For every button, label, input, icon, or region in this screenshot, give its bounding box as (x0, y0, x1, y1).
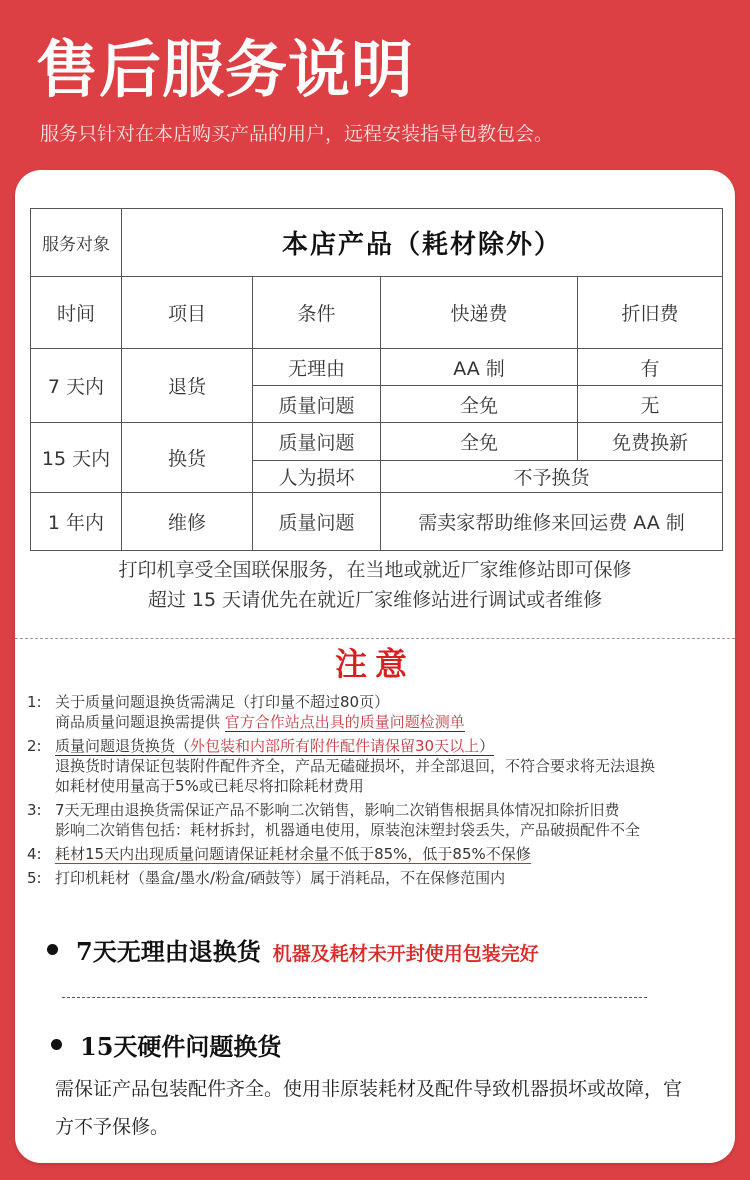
warranty-info-line: 打印机享受全国联保服务，在当地或就近厂家维修站即可保修 (118, 559, 632, 581)
notice-text: 质量问题退货换货（ (55, 737, 191, 755)
footer-paragraph: 需保证产品包装配件齐全。使用非原装耗材及配件导致机器损坏或故障，官方不予保修。 (55, 1078, 683, 1138)
bullet-dot-icon (47, 944, 58, 955)
notice-line: 7天无理由退换货需保证产品不影响二次销售，影响二次销售根据具体情况扣除折旧费 (55, 801, 620, 819)
warranty-info-line: 超过 15 天请优先在就近厂家维修站进行调试或者维修 (147, 589, 603, 611)
notice-line: 退换货时请保证包装附件配件齐全，产品无磕碰损坏，并全部退回，不符合要求将无法退换 (55, 757, 656, 775)
cell-depreciation: 免费换新 (578, 423, 723, 461)
service-target-value: 本店产品（耗材除外） (122, 209, 723, 277)
notice-line: 关于质量问题退换货需满足（打印量不超过80页） (55, 693, 390, 711)
cell-depreciation: 有 (578, 349, 723, 386)
notice-line (55, 712, 729, 732)
content-card (15, 170, 735, 1163)
notice-number: 2: (27, 737, 42, 755)
cell-merged: 需卖家帮助维修来回运费 AA 制 (381, 493, 723, 551)
cell-shipping: 全免 (381, 386, 578, 423)
table-row (31, 493, 723, 551)
cell-time: 7 天内 (31, 349, 122, 423)
bullet-title: 15天硬件问题换货 (80, 1032, 282, 1061)
header-condition: 条件 (253, 277, 381, 349)
policy-bullet-7day (47, 932, 539, 967)
page-title: 售后服务说明 (36, 33, 415, 106)
notice-text: ） (479, 737, 495, 755)
cell-condition: 质量问题 (253, 386, 381, 423)
cell-time: 1 年内 (31, 493, 122, 551)
cell-shipping: AA 制 (381, 349, 578, 386)
notice-item (23, 844, 729, 864)
notice-number: 3: (27, 801, 42, 819)
cell-item: 退货 (122, 349, 253, 423)
header-item: 项目 (122, 277, 253, 349)
table-row (31, 423, 723, 461)
notice-number: 1: (27, 693, 42, 711)
bullet-title: 7天无理由退换货 (76, 937, 261, 966)
notice-underlined-segment (55, 737, 494, 756)
page-subtitle: 服务只针对在本店购买产品的用户，远程安装指导包教包会。 (40, 123, 554, 145)
cell-merged: 不予换货 (381, 461, 723, 493)
header-shipping: 快递费 (381, 277, 578, 349)
notice-item (23, 868, 729, 888)
notice-highlight: 官方合作站点出具的质量问题检测单 (224, 713, 465, 731)
service-policy-table (30, 208, 723, 551)
notice-item (23, 736, 729, 796)
notice-list (23, 692, 729, 892)
notice-line: 打印机耗材（墨盒/墨水/粉盒/硒鼓等）属于消耗品，不在保修范围内 (55, 869, 506, 887)
cell-time: 15 天内 (31, 423, 122, 493)
cell-depreciation: 无 (578, 386, 723, 423)
notice-line (55, 736, 729, 756)
notice-line: 如耗材使用量高于5%或已耗尽将扣除耗材费用 (55, 777, 364, 795)
header-depreciation: 折旧费 (578, 277, 723, 349)
header-time: 时间 (31, 277, 122, 349)
cell-item: 换货 (122, 423, 253, 493)
table-row (31, 349, 723, 386)
cell-condition: 无理由 (253, 349, 381, 386)
cell-shipping: 全免 (381, 423, 578, 461)
notice-item (23, 692, 729, 732)
notice-number: 5: (27, 869, 42, 887)
dashed-divider (62, 997, 647, 998)
bullet-subtext: 机器及耗材未开封使用包装完好 (272, 943, 539, 965)
notice-highlight: 外包装和内部所有附件配件请保留30天以上 (190, 737, 480, 755)
notice-line: 影响二次销售包括：耗材拆封，机器通电使用，原装泡沫塑封袋丢失，产品破损配件不全 (55, 821, 641, 839)
cell-item: 维修 (122, 493, 253, 551)
notice-number: 4: (27, 845, 42, 863)
notice-title: 注意 (334, 645, 415, 683)
cell-condition: 质量问题 (253, 423, 381, 461)
cell-condition: 质量问题 (253, 493, 381, 551)
notice-underlined-text: 耗材15天内出现质量问题请保证耗材余量不低于85%，低于85%不保修 (55, 845, 531, 863)
dashed-divider (15, 638, 735, 639)
table-row-service-target (31, 209, 723, 277)
service-target-label: 服务对象 (31, 209, 122, 277)
policy-bullet-15day (51, 1027, 281, 1062)
cell-condition: 人为损坏 (253, 461, 381, 493)
notice-text: 商品质量问题退换需提供 (55, 713, 225, 731)
table-header-row (31, 277, 723, 349)
bullet-dot-icon (51, 1039, 62, 1050)
notice-item (23, 800, 729, 840)
notice-line (55, 844, 729, 864)
